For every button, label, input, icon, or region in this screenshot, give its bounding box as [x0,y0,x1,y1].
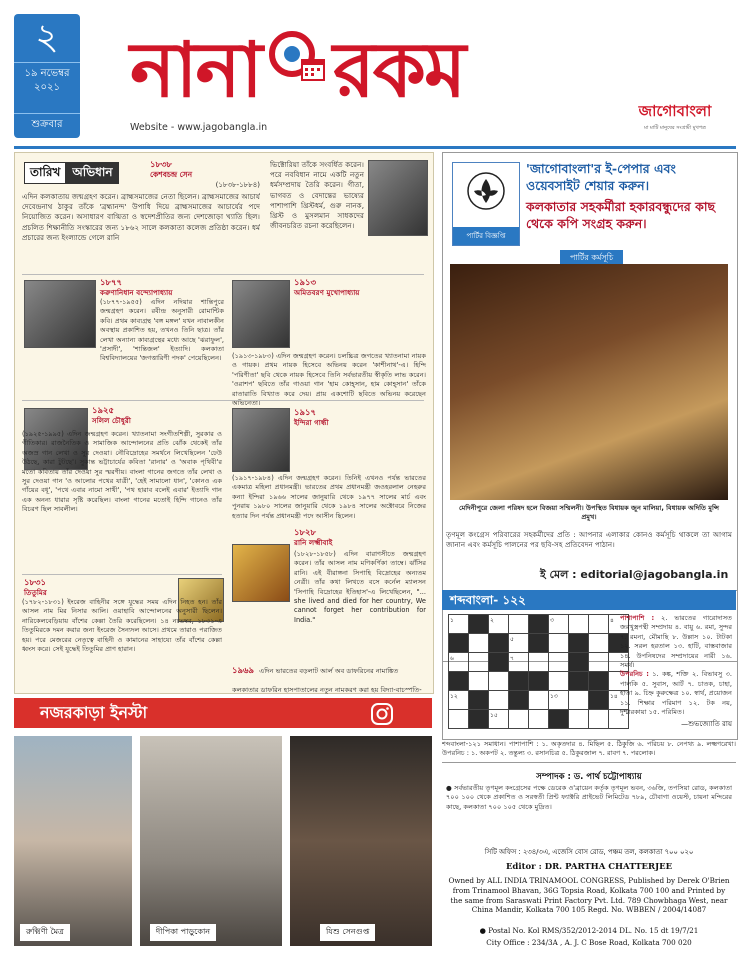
crossword-clues [620,614,732,730]
insta-photo-1 [14,736,132,946]
crossword-cell [449,710,469,729]
crossword-cell-number: ১৪ [609,691,629,710]
entry-1917-header [294,408,424,428]
divider [22,574,222,575]
paper-title [130,22,464,118]
photo-keshab-chandra-sen [368,160,428,236]
crossword-cell [529,710,549,729]
crossword-block [529,634,549,653]
brand-tagline: মা মাটি মানুষের সংগ্রামী মুখপত্র [644,125,706,131]
crossword-block [569,634,589,653]
entry-1917-text: (১৯১৭-১৯৮৪) এদিন জন্মগ্রহণ করেন। তিনিই এখনও পর্যন্ত ভারতের একমাত্র মহিলা প্রধানমন্ত্রী। ভারতের প্রথম প্রধানমন্ত্রী জওহরলাল নেহরুর কন্যা ইন্দিরা ১৯৬৬ সালের জানুয়ারি থেকে ১৯৭৭ সালের মার্চ এবং পুনরায় ১৯৮০ সালের জানুয়ারি থেকে ১৯৮৪ সালের অক্টোবরে নিজের হত্যার দিন পর্যন্ত প্রধানমন্ত্রী পদে আসীন ছিলেন। [232,474,426,520]
entry-name: রানি লক্ষ্মীবাই [294,538,333,547]
almanac-label-dictionary: অভিধান [66,162,118,184]
city-office-bengali: সিটি অফিস : ২৩৪/৩এ, এজেসি বোস রোড, পঞ্চম তল, কলকাতা ৭০০ ০২০ [484,848,694,856]
entry-1913-text: (১৯১৩-১৯৮৩) এদিন জন্মগ্রহণ করেন। চলচ্চিত্র জগতের খ্যাতনামা নায়ক ও গায়ক। প্রথম নায়ক হিসেবে অভিনয় করেন 'কাশীনাথ'-এ। হিন্দি 'পরিণীতা' ছবি থেকে নায়ক হিসেবে তিনি সর্বভারতীয় স্বীকৃতি লাভ করেন। 'ওরাশপ' ছবিতে তাঁর গাওয়া গান 'হাম কোহ্‌সান, হাম কোহ্‌সান' তাঁকে রাতারাতি বিখ্যাত করে দেয়। প্রায় একশোটি ছবিতে অভিনয় করেছেন অভিনেতা। [232,352,426,408]
insta-photo-2 [140,736,282,946]
crossword-cell-number: ৪ [609,615,629,634]
entry-life: (১৮৩৮-১৮৮৪) [215,181,260,189]
crossword-block [529,615,549,634]
crossword-cell [569,710,589,729]
instagram-icon [370,702,394,726]
event-photo-caption: মেদিনীপুরে জেলা পরিষদ হলে বিজয়া সম্মিলনী। উপস্থিত বিধায়ক জুন মালিয়া, বিধায়ক অদিতি মুন্সি প্রমুখ। [458,504,720,522]
entry-1969-text: এদিন ভারতের বড়লাট আর্ল অব ডাফরিনের নামাঙ্কিত কলকাতার ডাফরিন হাসপাতালের নতুন নামকরণ করা হয় বিদ্যা-বাচস্পতি- [232,667,422,694]
title-part-1: নানা [130,25,261,114]
party-logo [452,162,520,246]
crossword-cell [489,691,509,710]
crossword-block [509,691,529,710]
crossword-block [549,710,569,729]
crossword-author: —শুভজ্যোতি রায় [681,720,732,729]
entry-name: করুণানিধান বন্দ্যোপাধ্যায় [100,288,173,297]
entry-1828-text: (১৮২৮-১৮৫৮) এদিন বারাণসীতে জন্মগ্রহণ করেন। তাঁর আসল নাম মণিকর্ণিকা তাম্বে। ঝাঁসির রানি। এই বীরাঙ্গনা সিপাহি বিদ্রোহের অন্যতম নেত্রী। তাঁর কথা লিখতে বসে কর্নেল ম্যালসন 'সিপাহি বিদ্রোহের ইতিহাস'-এ লিখেছিলেন, "... she lived and died for her country, We cannot forget her contribution for India." [294,550,426,624]
entry-1831-header [24,578,144,598]
issue-date: ১৯ নভেম্বর ২০২১ [14,62,80,99]
crossword-cell-number: ৬ [449,653,469,672]
entry-1838-text: এদিন কলকাতায় জন্মগ্রহণ করেন। ব্রাহ্মসমাজের নেতা ছিলেন। ব্রাহ্মসমাজের আচার্য দেবেন্দ্রনাথ ঠাকুর তাঁকে 'ব্রহ্মানন্দ' উপাধি দিয়ে ব্রাহ্মসমাজের আচার্যের পদে নিয়োজিত করেন। অসাধারণ বাগ্মিতা ও স্বদেশপ্রীতির জন্য দেশজোড়া খ্যাতি ছিল। প্রচলিত শিক্ষানীতি সংস্কারের জন্য ১৮৬২ সালে কলকাতা কলেজ প্রতিষ্ঠা করেন। ধর্ম প্রচারের জন্য ইংল্যান্ডে গেলে রানি [22,192,260,242]
crossword-cell [589,653,609,672]
party-notice-label: পার্টির বিজ্ঞপ্তি [453,227,519,245]
crossword-block [529,672,549,691]
crossword-block [569,653,589,672]
crossword-block [449,672,469,691]
crossword-cell [569,691,589,710]
insta-caption-3: যিশু সেনগুপ্ত [320,924,375,941]
imprint-bengali: ● সর্বভারতীয় তৃণমূল কংগ্রেসের পক্ষে ডেরেক ও'ব্রায়েন কর্তৃক তৃণমূল ভবন, ৩৬জি, তপসিয়া রোড, কলকাতা ৭০০ ১০০ থেকে প্রকাশিত ও সরস্বতী প্রিন্ট ফ্যাক্টরি প্রাইভেট লিমিটেড ৭৮৯, চৌবাগা ওয়েস্ট, চায়না মন্দিরের কাছে, কলকাতা ৭০০ ১০৫ থেকে মুদ্রিত। [446,784,732,811]
entry-name: কেশবচন্দ্র সেন [150,170,193,179]
entry-year: ১৯১৭ [294,408,317,418]
crossword-block [449,634,469,653]
masthead-rule [14,146,736,149]
crossword-block [589,672,609,691]
page-number: ২ [35,17,59,58]
crossword-block [589,691,609,710]
entry-year: ১৯১৩ [294,278,317,288]
website-line: Website - www.jagobangla.in [130,122,268,133]
photo-indira-gandhi [232,408,290,472]
crossword-cell [549,672,569,691]
down-clues: ১. কঙ্ক, শক্তি ২. বিভাবসু ৩. পালকি ৫. সুবাস, আর্ট ৭. চাতক, চাহা, হাতা ৯. চিহ্ন কুরুক্ষেত্র ১০. স্বার্থ, প্রয়োজন ১১. শিক্ষার পরিমাণ ১২. টক নয়, দুশ্চারকায়া ১৫. পরিমিত। [620,670,732,717]
imprint-english: Owned by ALL INDIA TRINAMOOL CONGRESS, Published by Derek O'Brien from Trinamool Bhavan, 36G Topsia Road, Kolkata 700 100 and Printed by the same from Saraswati Print Factory Pvt. Ltd. 789 Chowbhaga West, near China Mandir, Kolkata 700 105 Regd. No. WBBEN / 2004/14087 [448,876,730,915]
entry-1828-header [294,528,424,548]
crossword-cell [549,653,569,672]
entry-1831-text: (১৭৮২-১৮৩১) ইংরেজ বাহিনীর সঙ্গে যুদ্ধের সময় এদিন নিহত হন। তাঁর আসল নাম মির নিসার আলি। ওয়াহাবি আন্দোলনের অনুসারী ছিলেন। নারিকেলবেড়িয়ায় বাঁশের কেল্লা তৈরি করেছিলেন। ১৪ নভেম্বর, ১৮৩১-এ তিতুমিরকে দমন করার জন্য ইংরেজ সৈন্যদল আসে। প্রথমে তারাও পরাজিত হয়। পরে মেজরের নেতৃত্বে বাহিনী ও কামানের সাহায্যে তাঁর বাঁশের কেল্লা ধ্বংস করে। সেই যুদ্ধেই তিতুমির প্রাণ হারান। [22,598,222,654]
epaper-line-2: কলকাতার সহকর্মীরা হকারবন্ধুদের কাছ থেকে কপি সংগ্রহ করুন। [526,199,716,231]
editorial-email: ই মেল : editorial@jagobangla.in [540,568,729,581]
party-activity-notice: তৃণমূল কংগ্রেস পরিবারের সহকর্মীদের প্রতি : আপনার এলাকার কোনও কর্মসূচি থাকলে তা আগাম জানান এবং কর্মসূচি পালনের পর ছবি-সহ প্রতিবেদন পাঠান। [446,530,732,550]
crossword-cell-number: ৫ [509,634,529,653]
crossword-block [469,710,489,729]
insta-caption-1: রুক্মিণী মৈত্র [20,924,70,941]
entry-year: ১৯৬৯ [232,666,255,676]
crossword-grid [448,614,629,729]
crossword-cell [469,672,489,691]
crossword-cell-number: ৩ [549,615,569,634]
entry-year: ১৮৩৮ [150,160,173,170]
entry-1877-header [100,278,224,298]
crossword-block [489,634,509,653]
entry-1838-header [150,160,260,190]
editor-english: Editor : DR. PARTHA CHATTERJEE [505,862,673,872]
photo-karunanidhan [24,280,96,348]
crossword-cell [589,710,609,729]
crossword-cell-number: ১৫ [489,710,509,729]
crossword-title: শব্দবাংলা- ১২২ [442,590,736,610]
insta-title: নজরকাড়া ইনস্টা [40,703,148,722]
entry-name: তিতুমির [24,588,47,597]
party-programs-label: পার্টির কর্মসূচি [560,250,623,267]
crossword-cell-number: ১২ [449,691,469,710]
issue-weekday: শুক্রবার [14,113,80,132]
across-label: পাশাপাশি : [620,614,655,622]
crossword-cell [529,691,549,710]
crossword-cell [589,615,609,634]
crossword-cell [469,653,489,672]
almanac-label [24,162,119,184]
divider [22,274,424,275]
tmc-flower-icon [466,171,506,211]
entry-1877-text: (১৮৭৭-১৯৫৫) এদিন নদিয়ার শান্তিপুরে জন্মগ্রহণ করেন। রবীন্দ্র অনুসারী রোমান্টিক কবি। প্রথম কাব্যগ্রন্থ 'বঙ্গ মঙ্গল' যখন নাবালকীন অবস্থায় প্রকাশিত হয়, তখনও তিনি ছাত্র। তাঁর লেখা অন্যান্য কাব্যগ্রন্থের মধ্যে আছে 'ঝরাফুল', 'প্রসাদী', 'শান্তিজল' ইত্যাদি। কলকাতা বিশ্ববিদ্যালয়ের 'জগত্তারিণী পদক' পেয়েছিলেন। [100,298,224,363]
entry-name: ইন্দিরা গান্ধী [294,418,329,427]
entry-year: ১৮৭৭ [100,278,123,288]
title-part-2: রকম [333,25,465,114]
event-photo [450,264,728,500]
entry-year: ১৮২৮ [294,528,317,538]
almanac-label-date: তারিখ [24,162,66,184]
divider [22,400,424,401]
crossword-cell [529,653,549,672]
editor-bengali: সম্পাদক : ড. পার্থ চট্টোপাধ্যায় [536,772,642,782]
epaper-line-1: 'জাগোবাংলা'র ই-পেপার এবং ওয়েবসাইট শেয়ার করুন। [526,161,676,193]
across-clues: ২. ভারতের গারোদাসত জরখুস্ত্রপন্থী সম্প্রদায় ৪. বায়ু ৬. রমা, সুন্দর ৭. রমনা, মৌমাছি ৮. উল্লাস ১০. টাটকা ১২. সরল হরতাল ১৩. হাটি, বাস্তবাজার ১৪. উপনিষদের সম্প্রদায়ের নারী ১৬. সমর্থ। [620,614,732,670]
entry-1925-text: (১৯২৫-১৯৯৫) এদিন জন্মগ্রহণ করেন। খ্যাতনামা সংগীতশিল্পী, সুরকার ও গীতিকার। রাজনৈতিক ও সামাজিক আন্দোলনের প্রতি ঝোঁক থেকেই তাঁর অজস্র গান লেখা ও সুর দেওয়া। নৌবিদ্রোহের সমর্থনে লিখেছিলেন 'ঢেউ উঠছে, কারা টুটছে'। সুকান্ত ভট্টাচার্যের কবিতা 'রানার' ও 'অবাক পৃথিবী'র মতো কবিতায় তাঁর দেওয়া সুর স্মরণীয়। বাংলা গানের জগতে তাঁর লেখা ও সুর দেওয়া গান 'ও আলোর পথের যাত্রী', 'হেই সামালো ধান', 'কোনও এক গাঁয়ের বধূ', 'পথে এবার নামো সাথী', 'পথ হারাব বলেই এবার' ইত্যাদি গান এক অনন্য ধারার সৃষ্টি করেছিল। বাংলা গানের মতোই হিন্দি গানেও তাঁর বিচরণ ছিল সাবলীল। [22,430,222,514]
crossword-block [569,672,589,691]
brand-logo [612,100,738,133]
entry-year: ১৯২৫ [92,406,115,416]
crossword-cell-number: ১ [449,615,469,634]
postal-number: ● Postal No. Kol RMS/352/2012-2014 DL. No. 15 dt 19/7/21 [479,926,699,935]
crossword-cell [569,615,589,634]
entry-name: সলিল চৌধুরী [92,416,131,425]
city-office-english: City Office : 234/3A , A. J. C Bose Road, Kolkata 700 020 [486,938,692,947]
crossword-cell [509,710,529,729]
entry-1925-header [92,406,222,426]
crossword-cell [489,672,509,691]
crossword-cell [589,634,609,653]
illustration-rani-lakshmibai [232,544,290,602]
crossword-cell-number: ১৩ [549,691,569,710]
crossword-block [509,672,529,691]
masthead [0,0,750,150]
crossword-cell-number: ২ [489,615,509,634]
crossword-cell [549,634,569,653]
epaper-message [526,160,732,232]
down-label: উপরনিচ : [620,670,649,679]
insta-photo-3 [290,736,432,946]
entry-1838-text-continued: ভিক্টোরিয়া তাঁকে সংবর্ধিত করেন। পরে নববিধান নামে একটি নতুন ধর্মসম্প্রদায় তৈরি করেন। গীতা, ভাগবত ও বেদান্তের ভাষ্যের পাশাপাশি খ্রিস্টধর্ম, গুরু নানক, খ্রিস্ট ও মুসলমান সাধকদের জীবনচরিত রচনা করেছিলেন। [270,160,364,231]
crossword-cell-number: ৭ [509,653,529,672]
entry-1913-header [294,278,424,298]
crossword-cell [469,634,489,653]
crossword-block [469,691,489,710]
photo-amitbaran [232,280,290,348]
crossword-solution: শব্দবাংলা-১২১ সমাধান। পাশাপাশি : ১. অকৃতদার ৪. মিছিল ৫. ঠিকুজি ৬. পরিচয় ৮. নেপথ্য ৯. লক্ষ্মণরেখা। উপরনিচ : ১. অকপট ২. তন্তুল্য ৩. রসানচিত্র ৫. ঠিকুরজাল ৭. রাবণ ৭. পরলোক। [442,740,736,763]
brand-name: জাগোবাংলা [638,102,712,120]
entry-year: ১৮৩১ [24,578,47,588]
crossword-block [469,615,489,634]
crossword-block [489,653,509,672]
calendar-eye-icon [266,24,328,86]
insta-caption-2: দীপিকা পাড়ুকোন [150,924,216,941]
date-panel [14,14,80,138]
crossword-cell [509,615,529,634]
entry-name: অমিতবরণ মুখোপাধ্যায় [294,288,360,297]
